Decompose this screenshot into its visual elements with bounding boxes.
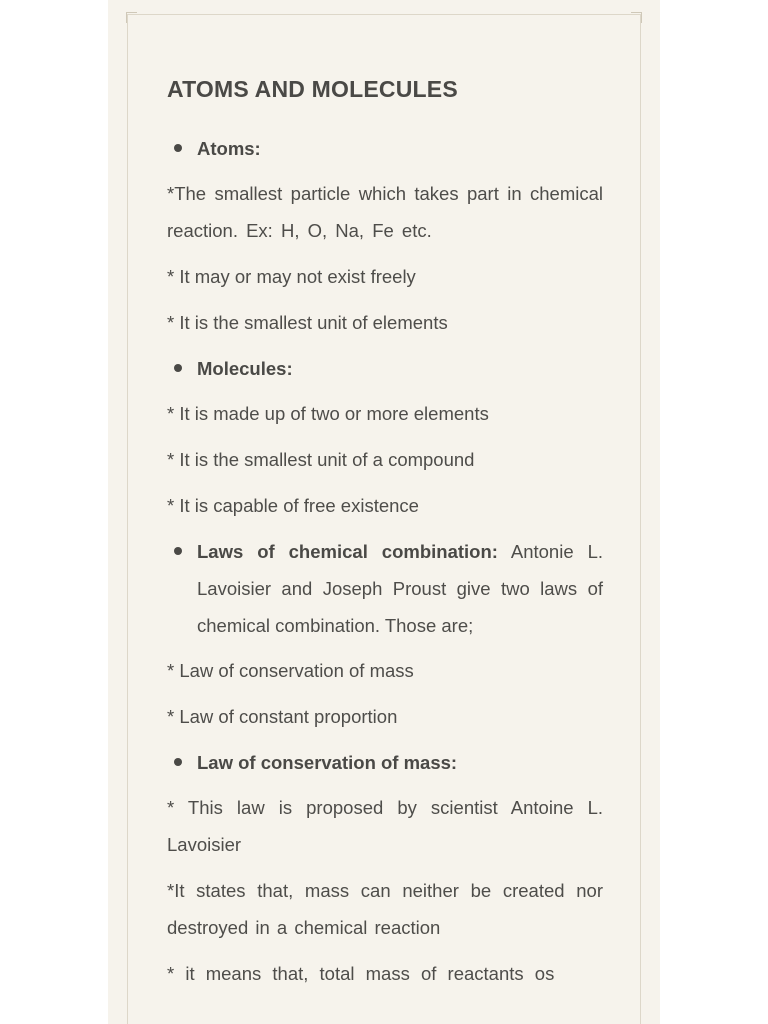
conservation-point: *It states that, mass can neither be created nor destroyed in a chemical reaction bbox=[167, 880, 603, 938]
molecules-point: * It is made up of two or more elements bbox=[167, 403, 489, 424]
conservation-point: * it means that, total mass of reactants os bbox=[167, 963, 555, 984]
atoms-point: *The smallest particle which takes part in chemical reaction. Ex: H, O, Na, Fe etc. bbox=[167, 183, 603, 241]
section-label: Molecules: bbox=[197, 358, 293, 379]
laws-point: * Law of conservation of mass bbox=[167, 660, 414, 681]
atoms-point: * It may or may not exist freely bbox=[167, 266, 416, 287]
laws-point: * Law of constant proportion bbox=[167, 706, 398, 727]
bullet-dot-icon bbox=[174, 144, 182, 152]
corner-ornament-left bbox=[126, 12, 137, 23]
corner-ornament-right bbox=[631, 12, 642, 23]
section-atoms-heading bbox=[167, 130, 603, 167]
bullet-dot-icon bbox=[174, 364, 182, 372]
bullet-dot-icon bbox=[174, 758, 182, 766]
section-molecules-heading bbox=[167, 350, 603, 387]
section-description: Antonie L. Lavoisier and Joseph Proust give two laws of chemical combination. Those are; bbox=[197, 541, 603, 636]
molecules-point: * It is capable of free existence bbox=[167, 495, 419, 516]
section-label: Law of conservation of mass: bbox=[197, 752, 458, 773]
atoms-point: * It is the smallest unit of elements bbox=[167, 312, 448, 333]
molecules-point: * It is the smallest unit of a compound bbox=[167, 449, 475, 470]
bullet-dot-icon bbox=[174, 547, 182, 555]
section-laws-heading bbox=[167, 533, 603, 644]
section-label: Atoms: bbox=[197, 138, 261, 159]
page-title: ATOMS AND MOLECULES bbox=[167, 76, 458, 102]
section-label: Laws of chemical combination: bbox=[197, 541, 498, 562]
page-sheet bbox=[108, 0, 660, 1024]
document-content bbox=[167, 70, 603, 1001]
section-conservation-heading bbox=[167, 744, 603, 781]
conservation-point: * This law is proposed by scientist Antoine L. Lavoisier bbox=[167, 797, 603, 855]
